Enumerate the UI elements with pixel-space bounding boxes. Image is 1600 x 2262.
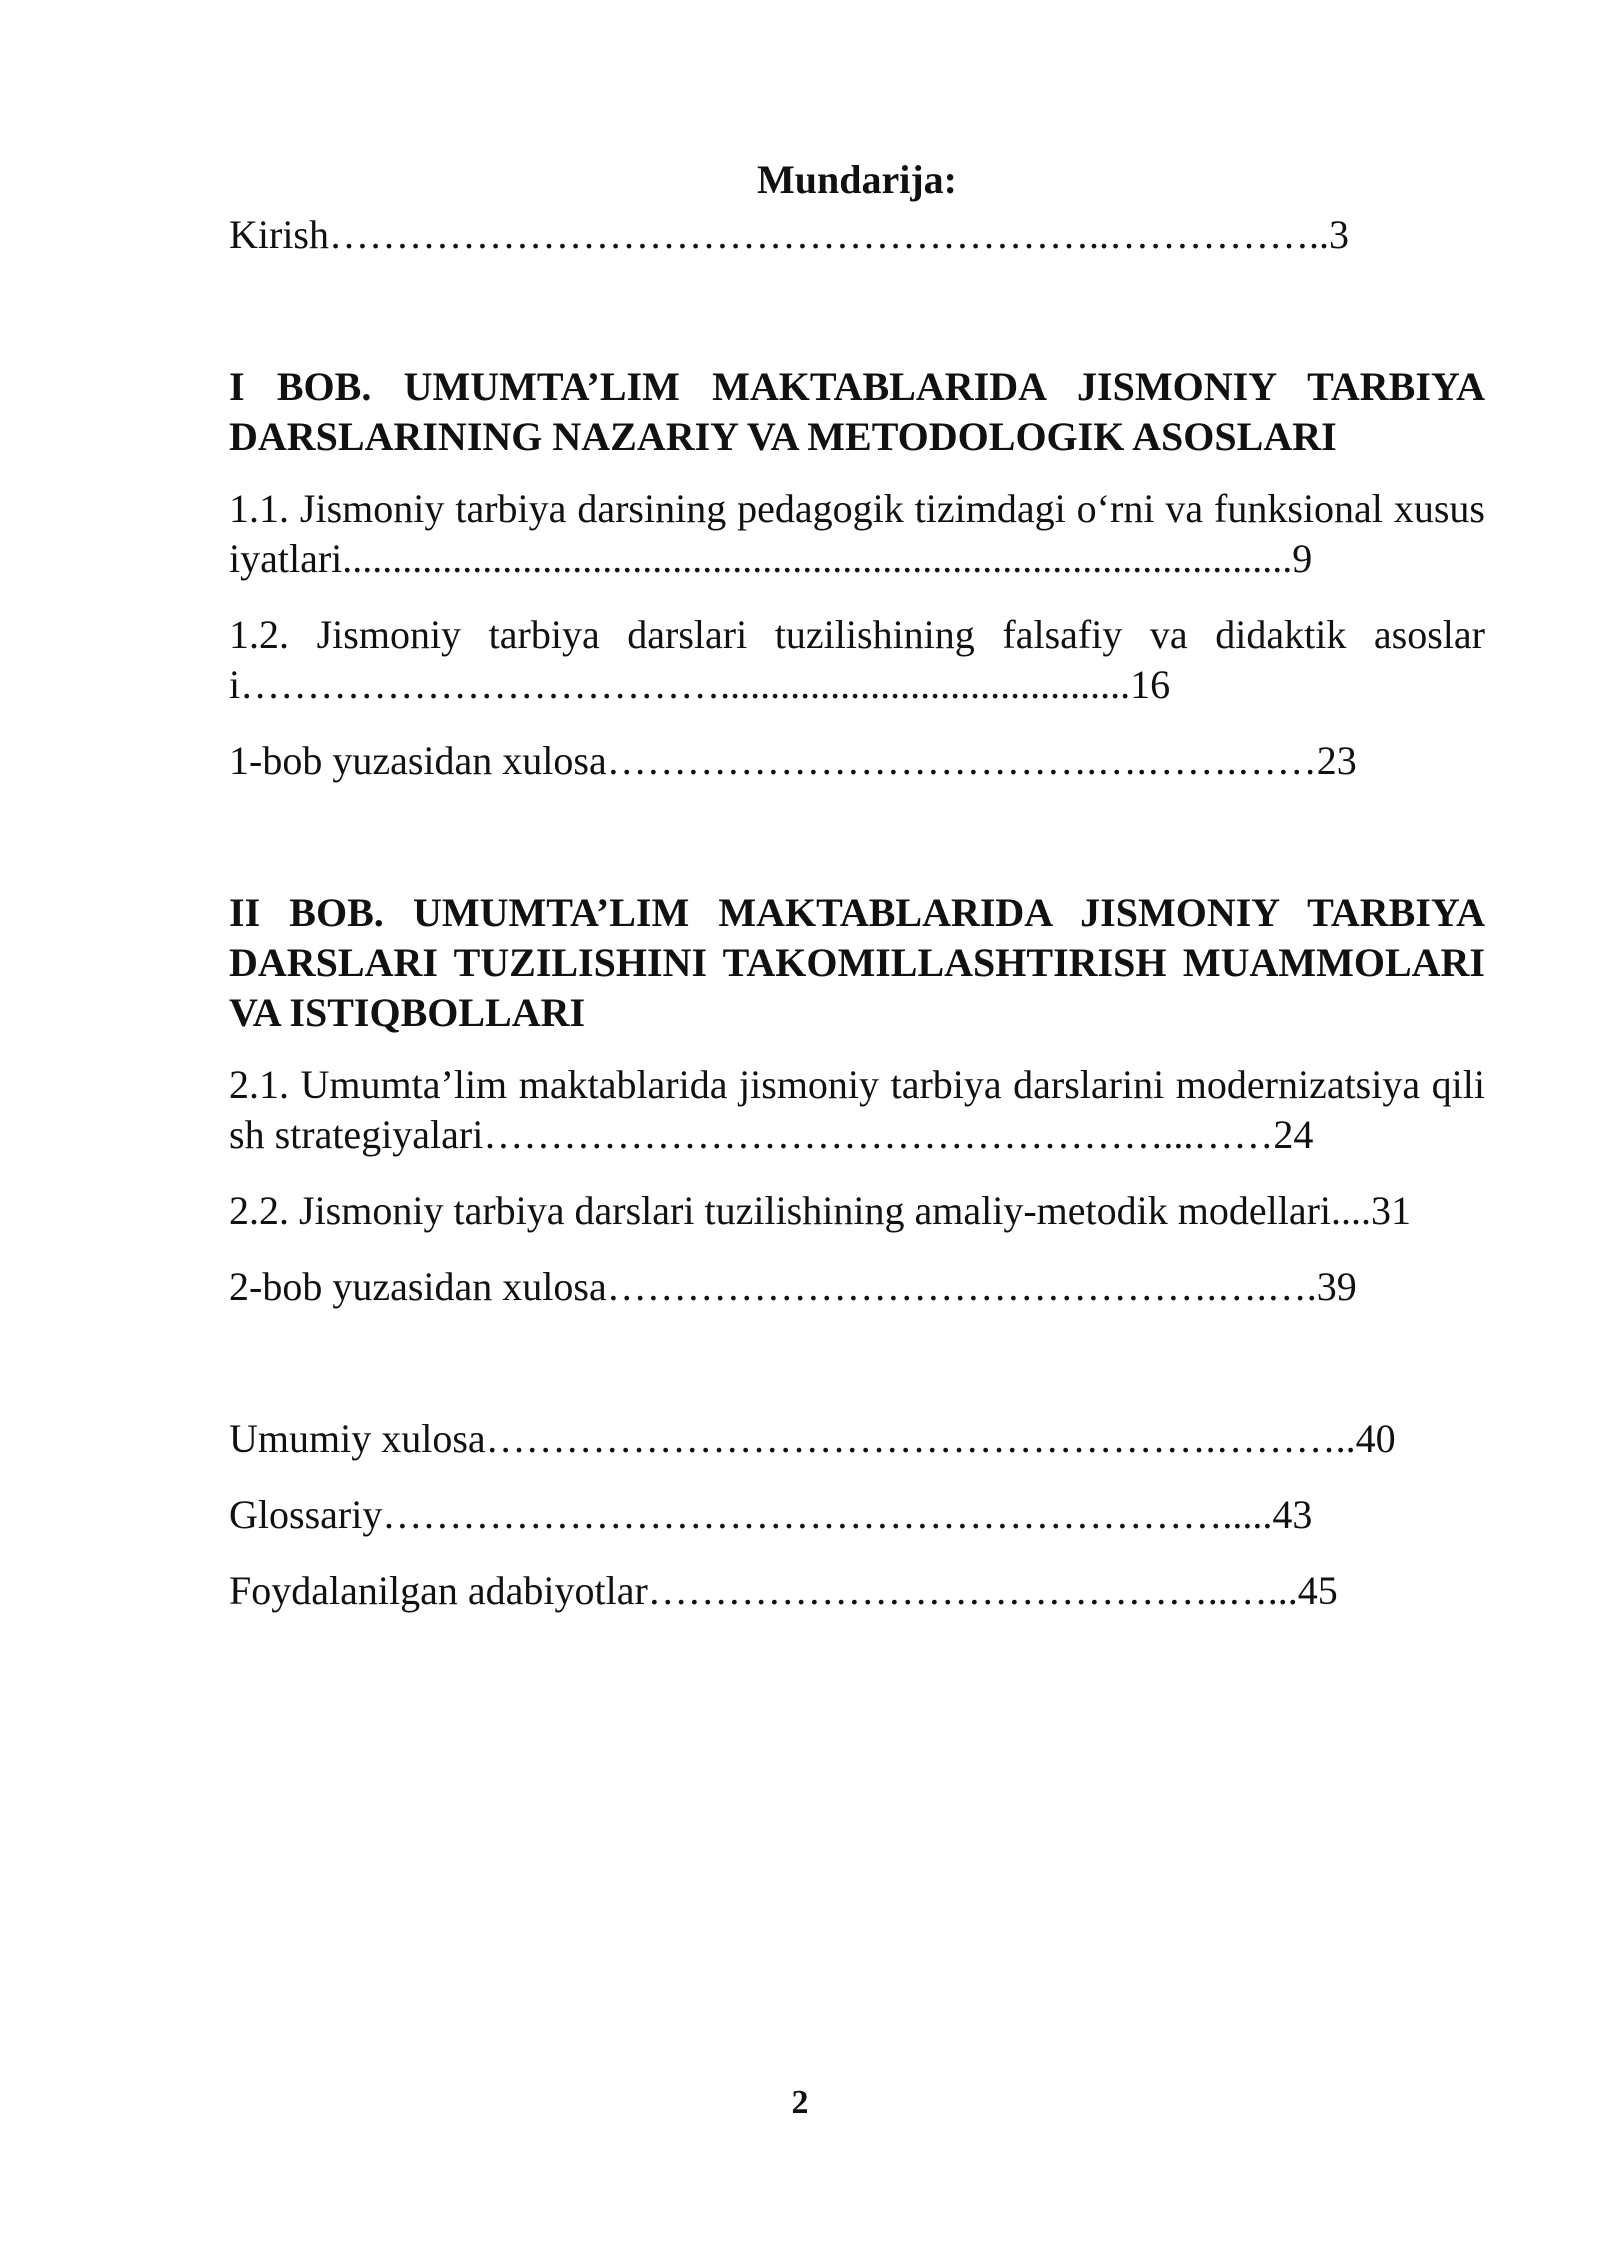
spacer [229, 1540, 1485, 1566]
spacer [229, 584, 1485, 610]
chapter-1-heading: I BOB. UMUMTA’LIM MAKTABLARIDA JISMONIY TARBIYA DARSLARINING NAZARIY VA METODOLOGIK ASOSLARI [229, 364, 1485, 459]
spacer [229, 1312, 1485, 1414]
toc-entry-2-1: 2.1. Umumta’lim maktablarida jismoniy tarbiya darslarini modernizatsiya qilish strategiyalari……………………………………………...……24 [229, 1062, 1485, 1157]
toc-entry-glossary: Glossariy……………………………………………………….....43 [229, 1492, 1313, 1537]
toc-title: Mundarija: [757, 157, 957, 202]
toc-entry-1-2: 1.2. Jismoniy tarbiya darslari tuzilishining falsafiy va didaktik asoslari……………………………….........................................16 [229, 612, 1485, 707]
spacer [229, 710, 1485, 736]
toc-entry-chapter-2-summary: 2-bob yuzasidan xulosa……………………………………….….….39 [229, 1264, 1357, 1309]
toc-entry-intro: Kirish…………………………………………………..……………..3 [229, 212, 1349, 257]
spacer [229, 462, 1485, 484]
page-number: 2 [791, 2084, 809, 2121]
toc-entry-conclusion: Umumiy xulosa……………………………………………….………..40 [229, 1416, 1396, 1461]
toc-entry-references: Foydalanilgan adabiyotlar……………………………………..…...45 [229, 1568, 1338, 1613]
toc-entry-chapter-1-summary: 1-bob yuzasidan xulosa……………………………….….…….……23 [229, 738, 1357, 783]
spacer [229, 1464, 1485, 1490]
toc-entry-1-1: 1.1. Jismoniy tarbiya darsining pedagogik tizimdagi o‘rni va funksional xususiyatlari...............................................................................................9 [229, 486, 1485, 581]
spacer [229, 786, 1485, 888]
spacer [229, 260, 1485, 362]
spacer [229, 1160, 1485, 1186]
table-of-contents [229, 150, 1485, 1616]
spacer [229, 1236, 1485, 1262]
spacer [229, 1038, 1485, 1060]
chapter-2-heading: II BOB. UMUMTA’LIM MAKTABLARIDA JISMONIY TARBIYA DARSLARI TUZILISHINI TAKOMILLASHTIRISH MUAMMOLARI VA ISTIQBOLLARI [229, 890, 1485, 1035]
toc-entry-2-2: 2.2. Jismoniy tarbiya darslari tuzilishining amaliy-metodik modellari....31 [229, 1188, 1412, 1233]
